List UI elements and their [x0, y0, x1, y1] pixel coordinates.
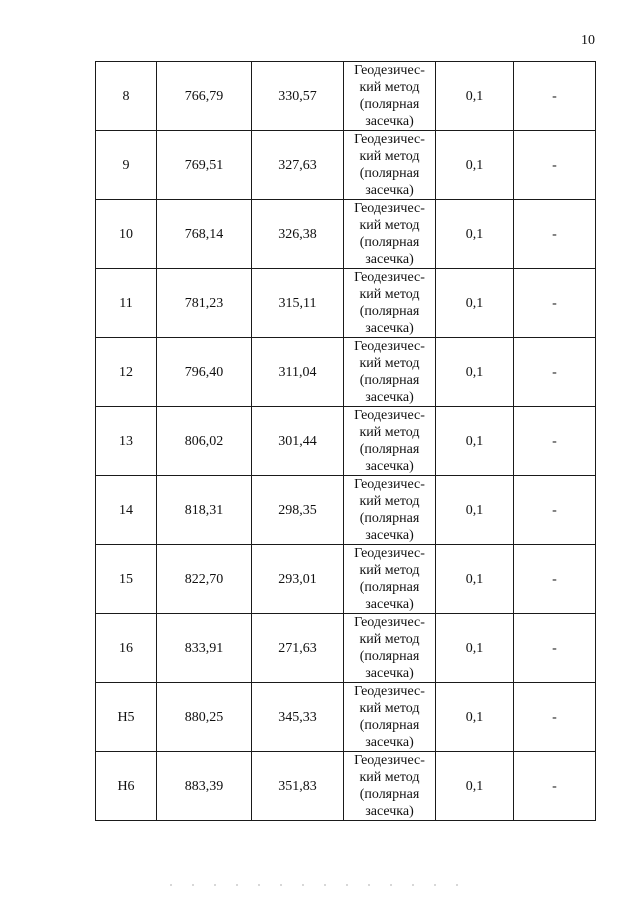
y-coordinate-cell: 271,63	[252, 614, 344, 683]
note-cell: -	[514, 131, 596, 200]
accuracy-cell: 0,1	[436, 200, 514, 269]
x-coordinate-cell: 806,02	[157, 407, 252, 476]
page-number: 10	[581, 33, 595, 48]
table-row	[96, 407, 596, 476]
accuracy-cell: 0,1	[436, 614, 514, 683]
accuracy-cell: 0,1	[436, 131, 514, 200]
y-coordinate-cell: 327,63	[252, 131, 344, 200]
table-row	[96, 545, 596, 614]
note-cell: -	[514, 407, 596, 476]
x-coordinate-cell: 822,70	[157, 545, 252, 614]
note-cell: -	[514, 683, 596, 752]
note-cell: -	[514, 476, 596, 545]
note-cell: -	[514, 614, 596, 683]
method-cell: Геодезичес- кий метод (полярная засечка)	[344, 131, 436, 200]
scan-artifact	[170, 884, 470, 886]
x-coordinate-cell: 766,79	[157, 62, 252, 131]
method-cell: Геодезичес- кий метод (полярная засечка)	[344, 545, 436, 614]
y-coordinate-cell: 298,35	[252, 476, 344, 545]
y-coordinate-cell: 315,11	[252, 269, 344, 338]
note-cell: -	[514, 338, 596, 407]
point-cell: Н5	[96, 683, 157, 752]
point-cell: 14	[96, 476, 157, 545]
note-cell: -	[514, 269, 596, 338]
accuracy-cell: 0,1	[436, 269, 514, 338]
accuracy-cell: 0,1	[436, 476, 514, 545]
point-cell: 16	[96, 614, 157, 683]
point-cell: 9	[96, 131, 157, 200]
y-coordinate-cell: 293,01	[252, 545, 344, 614]
method-cell: Геодезичес- кий метод (полярная засечка)	[344, 62, 436, 131]
y-coordinate-cell: 345,33	[252, 683, 344, 752]
accuracy-cell: 0,1	[436, 62, 514, 131]
table-row	[96, 200, 596, 269]
coordinates-table	[95, 61, 596, 821]
accuracy-cell: 0,1	[436, 683, 514, 752]
point-cell: 10	[96, 200, 157, 269]
x-coordinate-cell: 883,39	[157, 752, 252, 821]
x-coordinate-cell: 769,51	[157, 131, 252, 200]
accuracy-cell: 0,1	[436, 338, 514, 407]
x-coordinate-cell: 796,40	[157, 338, 252, 407]
table-row	[96, 476, 596, 545]
coordinates-table-body	[96, 62, 596, 821]
note-cell: -	[514, 62, 596, 131]
point-cell: 12	[96, 338, 157, 407]
y-coordinate-cell: 311,04	[252, 338, 344, 407]
point-cell: 8	[96, 62, 157, 131]
accuracy-cell: 0,1	[436, 407, 514, 476]
table-row	[96, 683, 596, 752]
method-cell: Геодезичес- кий метод (полярная засечка)	[344, 752, 436, 821]
y-coordinate-cell: 351,83	[252, 752, 344, 821]
point-cell: Н6	[96, 752, 157, 821]
x-coordinate-cell: 818,31	[157, 476, 252, 545]
table-row	[96, 62, 596, 131]
table-row	[96, 131, 596, 200]
y-coordinate-cell: 330,57	[252, 62, 344, 131]
x-coordinate-cell: 880,25	[157, 683, 252, 752]
x-coordinate-cell: 781,23	[157, 269, 252, 338]
accuracy-cell: 0,1	[436, 752, 514, 821]
point-cell: 11	[96, 269, 157, 338]
table-row	[96, 338, 596, 407]
accuracy-cell: 0,1	[436, 545, 514, 614]
y-coordinate-cell: 301,44	[252, 407, 344, 476]
note-cell: -	[514, 545, 596, 614]
x-coordinate-cell: 833,91	[157, 614, 252, 683]
method-cell: Геодезичес- кий метод (полярная засечка)	[344, 200, 436, 269]
table-row	[96, 614, 596, 683]
note-cell: -	[514, 200, 596, 269]
method-cell: Геодезичес- кий метод (полярная засечка)	[344, 407, 436, 476]
x-coordinate-cell: 768,14	[157, 200, 252, 269]
note-cell: -	[514, 752, 596, 821]
y-coordinate-cell: 326,38	[252, 200, 344, 269]
point-cell: 15	[96, 545, 157, 614]
method-cell: Геодезичес- кий метод (полярная засечка)	[344, 269, 436, 338]
method-cell: Геодезичес- кий метод (полярная засечка)	[344, 614, 436, 683]
method-cell: Геодезичес- кий метод (полярная засечка)	[344, 338, 436, 407]
table-row	[96, 752, 596, 821]
method-cell: Геодезичес- кий метод (полярная засечка)	[344, 476, 436, 545]
method-cell: Геодезичес- кий метод (полярная засечка)	[344, 683, 436, 752]
table-row	[96, 269, 596, 338]
point-cell: 13	[96, 407, 157, 476]
